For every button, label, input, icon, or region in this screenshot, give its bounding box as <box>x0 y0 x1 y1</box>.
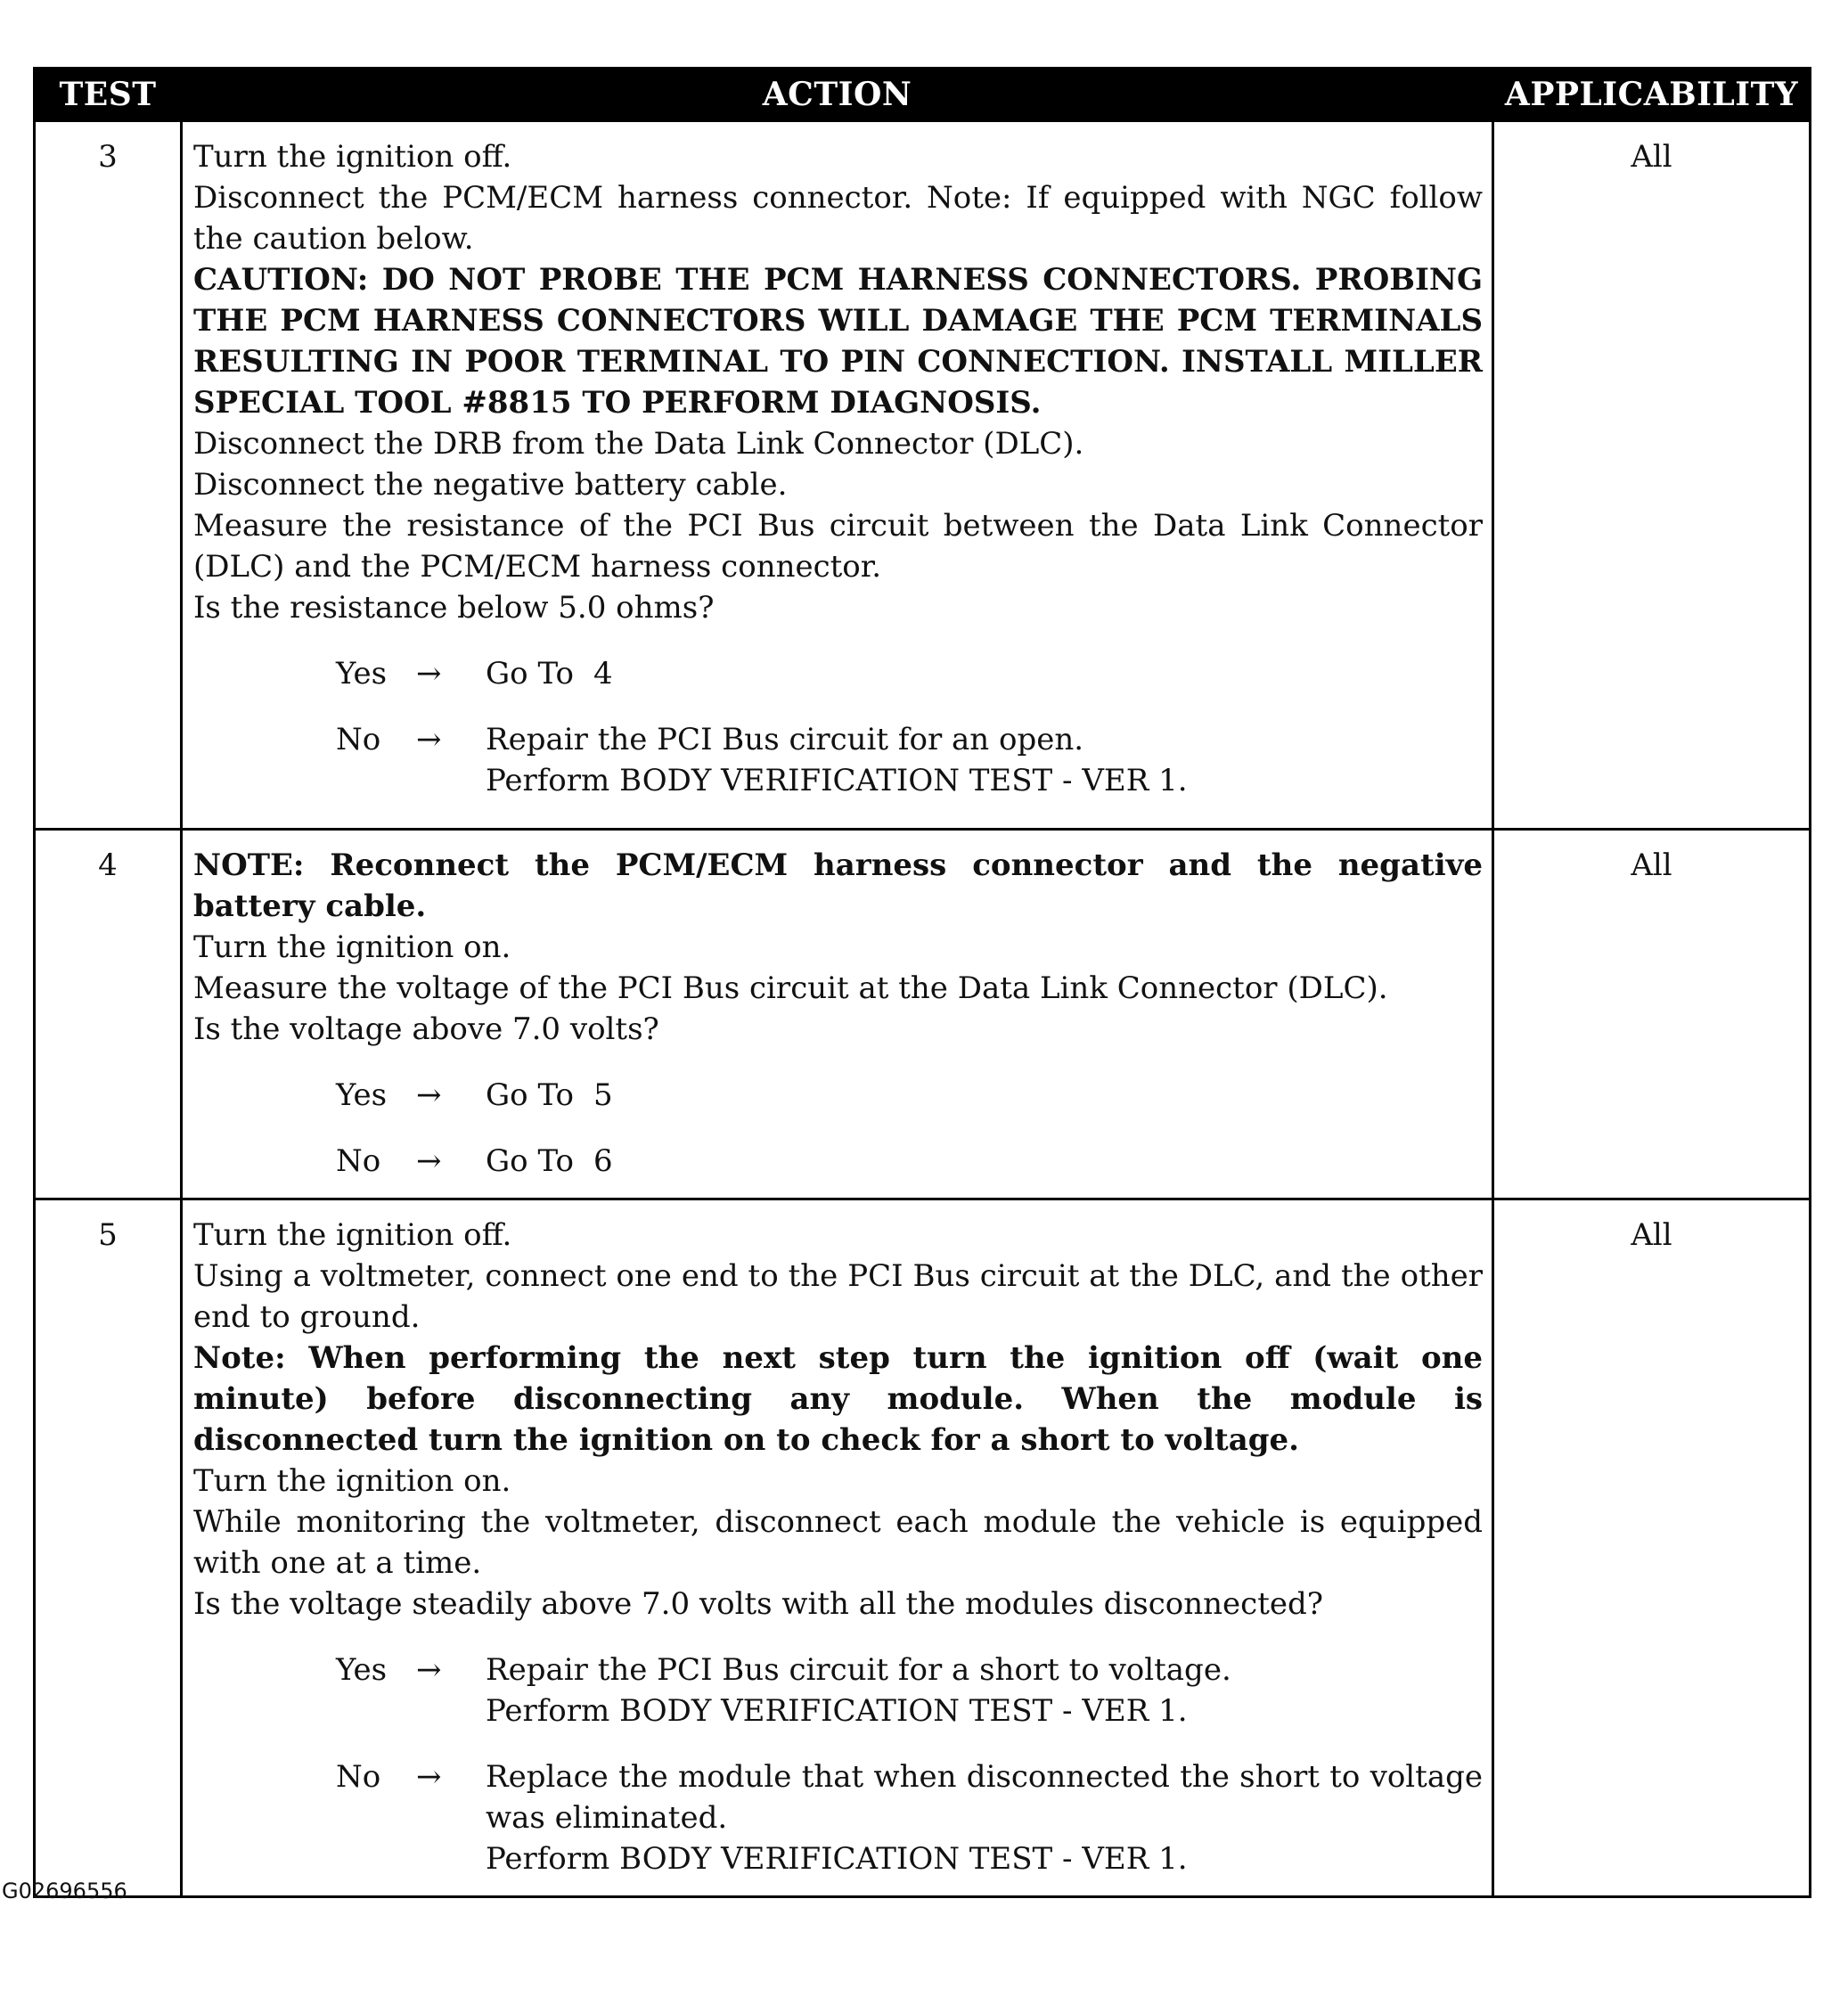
table-header <box>35 69 1811 121</box>
test-number: 4 <box>35 830 182 1199</box>
note-text: Note: When performing the next step turn the ignition off (wait one minute) before disconnecting any module. When the module is disconnected turn the ignition on to check for a short to voltage. <box>193 1340 1483 1458</box>
arrow-icon: → <box>416 656 442 692</box>
action-step: Disconnect the negative battery cable. <box>193 467 788 503</box>
outcome-yes <box>336 1075 1483 1116</box>
outcome-line: Perform BODY VERIFICATION TEST - VER 1. <box>486 763 1188 798</box>
action-step: While monitoring the voltmeter, disconnect each module the vehicle is equipped with one at a time. <box>193 1504 1483 1581</box>
table-row-test-4 <box>35 830 1811 1199</box>
applicability-value: All <box>1493 121 1811 830</box>
diagnostic-test-table <box>33 67 1811 1898</box>
arrow-icon: → <box>416 1077 442 1113</box>
test-number: 3 <box>35 121 182 830</box>
note-text: NOTE: Reconnect the PCM/ECM harness connector and the negative battery cable. <box>193 847 1483 924</box>
action-step: Measure the resistance of the PCI Bus circuit between the Data Link Connector (DLC) and the PCM/ECM harness connector. <box>193 508 1483 585</box>
goto-label: Go To <box>486 656 574 692</box>
header-row <box>35 69 1811 121</box>
goto-label: Go To <box>486 1143 574 1179</box>
outcome-line: Perform BODY VERIFICATION TEST - VER 1. <box>486 1693 1188 1729</box>
diagnostic-table-container <box>33 67 1809 1898</box>
arrow-icon: → <box>416 722 442 757</box>
applicability-value: All <box>1493 830 1811 1199</box>
arrow-icon: → <box>416 1759 442 1795</box>
figure-id: G02696556 <box>2 1878 127 1903</box>
outcome-text <box>486 1141 1483 1182</box>
outcome-yes <box>336 1649 1483 1731</box>
question-text: Is the voltage above 7.0 volts? <box>193 1011 659 1047</box>
action-cell <box>182 830 1493 1199</box>
outcome-label: Yes <box>336 1077 388 1113</box>
action-cell <box>182 121 1493 830</box>
action-step: Turn the ignition on. <box>193 929 511 965</box>
goto-test-number: 6 <box>593 1143 613 1179</box>
table-row-test-3 <box>35 121 1811 830</box>
outcome-line: Repair the PCI Bus circuit for an open. <box>486 722 1084 757</box>
action-step: Turn the ignition off. <box>193 139 512 175</box>
outcome-line: Replace the module that when disconnected the short to voltage was eliminated. <box>486 1759 1483 1836</box>
header-test: TEST <box>35 69 182 121</box>
outcome-text <box>486 719 1483 801</box>
table-row-test-5 <box>35 1199 1811 1897</box>
action-step: Turn the ignition off. <box>193 1217 512 1253</box>
outcome-no <box>336 1141 1483 1182</box>
outcome-yes <box>336 653 1483 694</box>
outcome-no <box>336 719 1483 801</box>
outcome-line: Repair the PCI Bus circuit for a short to voltage. <box>486 1652 1231 1688</box>
header-action: ACTION <box>182 69 1493 121</box>
outcome-text <box>486 1075 1483 1116</box>
goto-test-number: 4 <box>593 656 613 692</box>
test-number: 5 <box>35 1199 182 1897</box>
action-step: Disconnect the DRB from the Data Link Connector (DLC). <box>193 426 1084 462</box>
caution-text: CAUTION: DO NOT PROBE THE PCM HARNESS CONNECTORS. PROBING THE PCM HARNESS CONNECTORS WILL DAMAGE THE PCM TERMINALS RESULTING IN POOR TERMINAL TO PIN CONNECTION. INSTALL MILLER SPECIAL TOOL #8815 TO PERFORM DIAGNOSIS. <box>193 262 1483 421</box>
arrow-icon: → <box>416 1652 442 1688</box>
outcome-no <box>336 1756 1483 1879</box>
goto-test-number: 5 <box>593 1077 613 1113</box>
outcome-label: Yes <box>336 656 388 692</box>
outcome-text <box>486 1756 1483 1879</box>
action-step: Disconnect the PCM/ECM harness connector. Note: If equipped with NGC follow the caution below. <box>193 180 1483 257</box>
outcome-label: Yes <box>336 1652 388 1688</box>
table-body <box>35 121 1811 1897</box>
outcome-label: No <box>336 1759 381 1795</box>
action-step: Turn the ignition on. <box>193 1463 511 1499</box>
arrow-icon: → <box>416 1143 442 1179</box>
outcome-text <box>486 1649 1483 1731</box>
question-text: Is the voltage steadily above 7.0 volts with all the modules disconnected? <box>193 1586 1323 1622</box>
outcome-label: No <box>336 1143 381 1179</box>
header-applicability: APPLICABILITY <box>1493 69 1811 121</box>
outcome-line: Perform BODY VERIFICATION TEST - VER 1. <box>486 1841 1188 1877</box>
action-cell <box>182 1199 1493 1897</box>
outcome-text <box>486 653 1483 694</box>
action-step: Using a voltmeter, connect one end to the PCI Bus circuit at the DLC, and the other end to ground. <box>193 1258 1483 1335</box>
applicability-value: All <box>1493 1199 1811 1897</box>
outcome-label: No <box>336 722 381 757</box>
goto-label: Go To <box>486 1077 574 1113</box>
question-text: Is the resistance below 5.0 ohms? <box>193 590 715 626</box>
action-step: Measure the voltage of the PCI Bus circuit at the Data Link Connector (DLC). <box>193 970 1388 1006</box>
